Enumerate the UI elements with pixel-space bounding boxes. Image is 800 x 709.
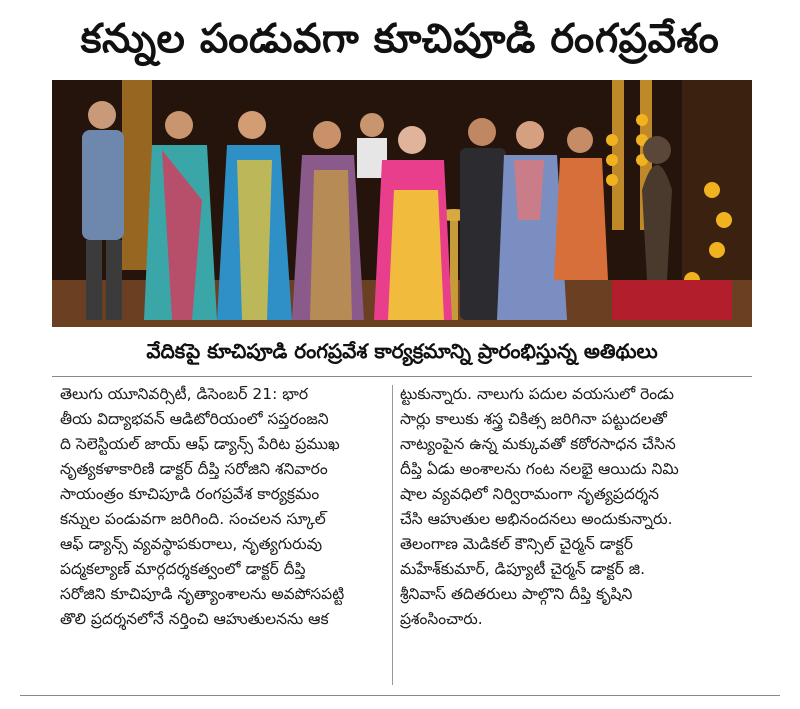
photo-caption: వేదికపై కూచిపూడి రంగప్రవేశ కార్యక్రమాన్ని ప్రారంభిస్తున్న అతిథులు xyxy=(146,339,658,363)
text-line: ప్రశంసించారు. xyxy=(400,610,483,628)
text-line: నాట్యంపైన ఉన్న మక్కువతో కఠోరసాధన చేసిన xyxy=(400,435,676,453)
text-line: దీప్తి ఏడు అంశాలను గంట నలభై ఆయిదు నిమి xyxy=(400,460,679,478)
column-divider xyxy=(392,385,393,685)
article-column-left xyxy=(60,382,392,688)
article-column-right xyxy=(400,382,732,688)
text-line: సాయంత్రం కూచిపూడి రంగప్రవేశ కార్యక్రమం xyxy=(60,485,320,503)
caption-rule xyxy=(52,376,752,377)
text-line: తొలి ప్రదర్శనలోనే నర్తించి ఆహుతులనను ఆక xyxy=(60,610,329,628)
photo-illustration xyxy=(52,80,752,327)
text-line: సరోజిని కూచిపూడి నృత్యాంశాలను అవపోసపట్టి xyxy=(60,585,345,603)
text-line: తెలుగు యూనివర్సిటీ, డిసెంబర్ 21: భార xyxy=(60,385,309,403)
text-line: ది సెలెస్టియల్ జాయ్ ఆఫ్ డ్యాన్స్ పేరిట ప్రముఖ xyxy=(60,435,340,453)
text-line: శ్రీనివాస్ తదితరులు పాల్గొని దీప్తి కృషిని xyxy=(400,585,633,603)
text-line: ట్టుకున్నారు. నాలుగు పదుల వయసులో రెండు xyxy=(400,385,674,403)
text-line: ఆఫ్ డ్యాన్స్ వ్యవస్థాపకురాలు, నృత్యగురువు xyxy=(60,535,323,553)
bottom-rule xyxy=(20,695,780,696)
text-line: చేసి ఆహుతుల అభినందనలు అందుకున్నారు. xyxy=(400,510,673,528)
news-photo xyxy=(52,80,752,327)
text-line: తీయ విద్యాభవన్ ఆడిటోరియంలో సప్తరంజని xyxy=(60,410,329,428)
text-line: నృత్యకళాకారిణి డాక్టర్ దీప్తి సరోజిని శనివారం xyxy=(60,460,328,478)
text-line: సార్లు కాలుకు శస్త్ర చికిత్స జరిగినా పట్టుదలతో xyxy=(400,410,667,428)
headline: కన్నుల పండువగా కూచిపూడి రంగప్రవేశం xyxy=(80,16,720,62)
text-line: తెలంగాణ మెడికల్ కౌన్సిల్ చైర్మన్ డాక్టర్ xyxy=(400,535,633,553)
text-line: మహేశ్‌కుమార్, డిప్యూటీ చైర్మన్ డాక్టర్ జి. xyxy=(400,560,646,578)
text-line: పద్మకల్యాణ్ మార్గదర్శకత్వంలో డాక్టర్ దీప్తి xyxy=(60,560,306,578)
text-line: కన్నుల పండువగా జరిగింది. సంచలన స్కూల్ xyxy=(60,510,326,528)
text-line: షాల వ్యవధిలో నిర్విరామంగా నృత్యప్రదర్శన xyxy=(400,485,660,503)
